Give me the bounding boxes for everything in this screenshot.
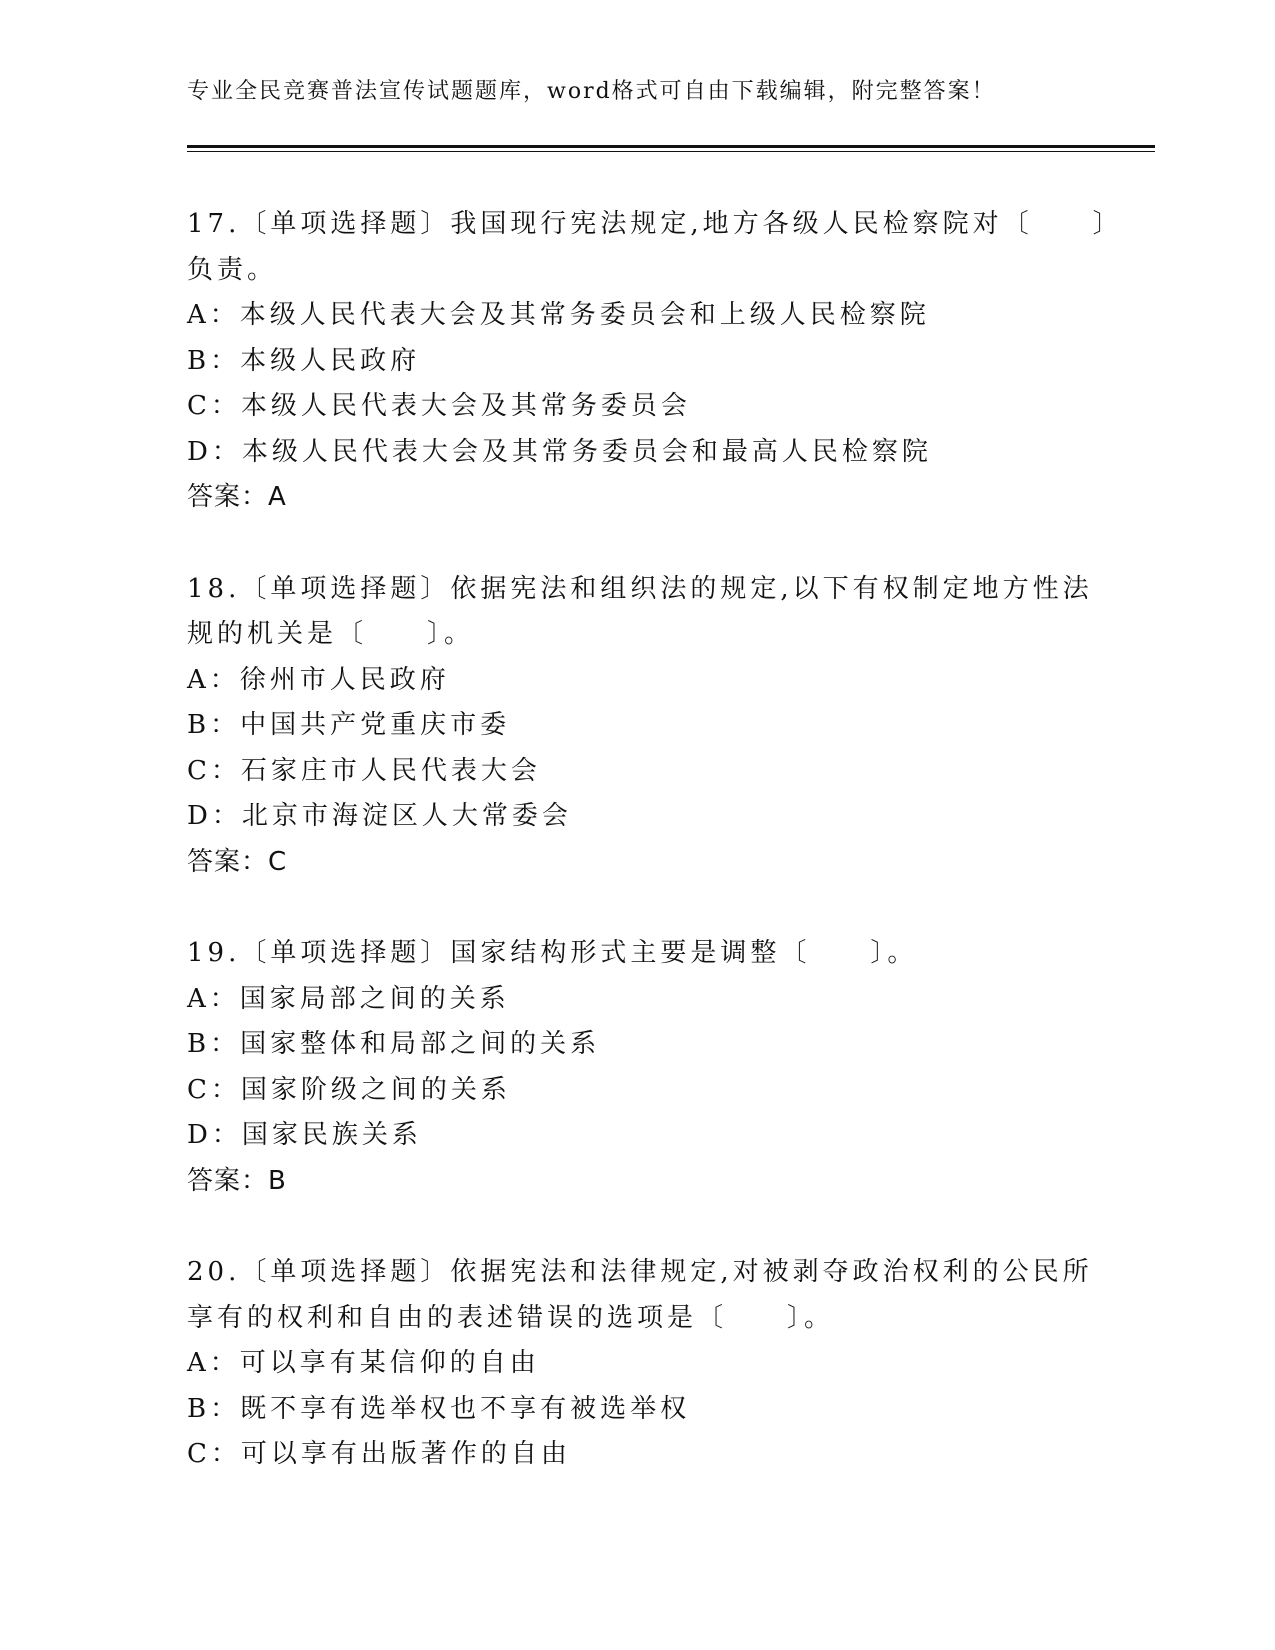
option-b: B：既不享有选举权也不享有被选举权 <box>187 1393 691 1424</box>
question-stem-line: 规的机关是〔 〕。 <box>187 619 475 649</box>
question-list <box>187 202 1123 1524</box>
question-stem-line: 享有的权利和自由的表述错误的选项是〔 〕。 <box>187 1302 835 1333</box>
option-b: B：本级人民政府 <box>187 345 421 376</box>
option-c: C：石家庄市人民代表大会 <box>187 755 541 786</box>
question-18 <box>187 567 1093 886</box>
question-stem-line: 20.〔单项选择题〕依据宪法和法律规定,对被剥夺政治权利的公民所 <box>187 1257 1093 1287</box>
option-d: D：国家民族关系 <box>187 1120 422 1150</box>
option-b: B：中国共产党重庆市委 <box>187 710 511 740</box>
question-stem-line: 17.〔单项选择题〕我国现行宪法规定,地方各级人民检察院对〔 〕 <box>187 209 1123 239</box>
answer: 答案：C <box>187 846 288 877</box>
option-a: A：本级人民代表大会及其常务委员会和上级人民检察院 <box>187 300 930 330</box>
option-d: D：北京市海淀区人大常委会 <box>187 801 572 831</box>
option-c: C：本级人民代表大会及其常务委员会 <box>187 391 691 421</box>
option-a: A：国家局部之间的关系 <box>187 983 510 1014</box>
question-17 <box>187 202 1123 521</box>
question-19 <box>187 931 1087 1204</box>
question-20 <box>187 1250 1093 1478</box>
option-c: C：可以享有出版著作的自由 <box>187 1439 571 1469</box>
answer: 答案：B <box>187 1165 287 1196</box>
answer: 答案：A <box>187 482 287 512</box>
option-a: A：徐州市人民政府 <box>187 664 450 695</box>
question-stem-line: 19.〔单项选择题〕国家结构形式主要是调整〔 〕。 <box>187 938 918 968</box>
option-c: C：国家阶级之间的关系 <box>187 1074 511 1105</box>
header-rule-thin <box>187 151 1155 152</box>
page-header: 专业全民竞赛普法宣传试题题库，word格式可自由下载编辑，附完整答案！ <box>187 79 996 104</box>
option-b: B：国家整体和局部之间的关系 <box>187 1029 601 1059</box>
question-stem-line: 18.〔单项选择题〕依据宪法和组织法的规定,以下有权制定地方性法 <box>187 573 1093 604</box>
question-stem-line: 负责。 <box>187 254 278 285</box>
option-a: A：可以享有某信仰的自由 <box>187 1348 540 1378</box>
header-rule <box>187 145 1155 148</box>
option-d: D：本级人民代表大会及其常务委员会和最高人民检察院 <box>187 436 932 467</box>
